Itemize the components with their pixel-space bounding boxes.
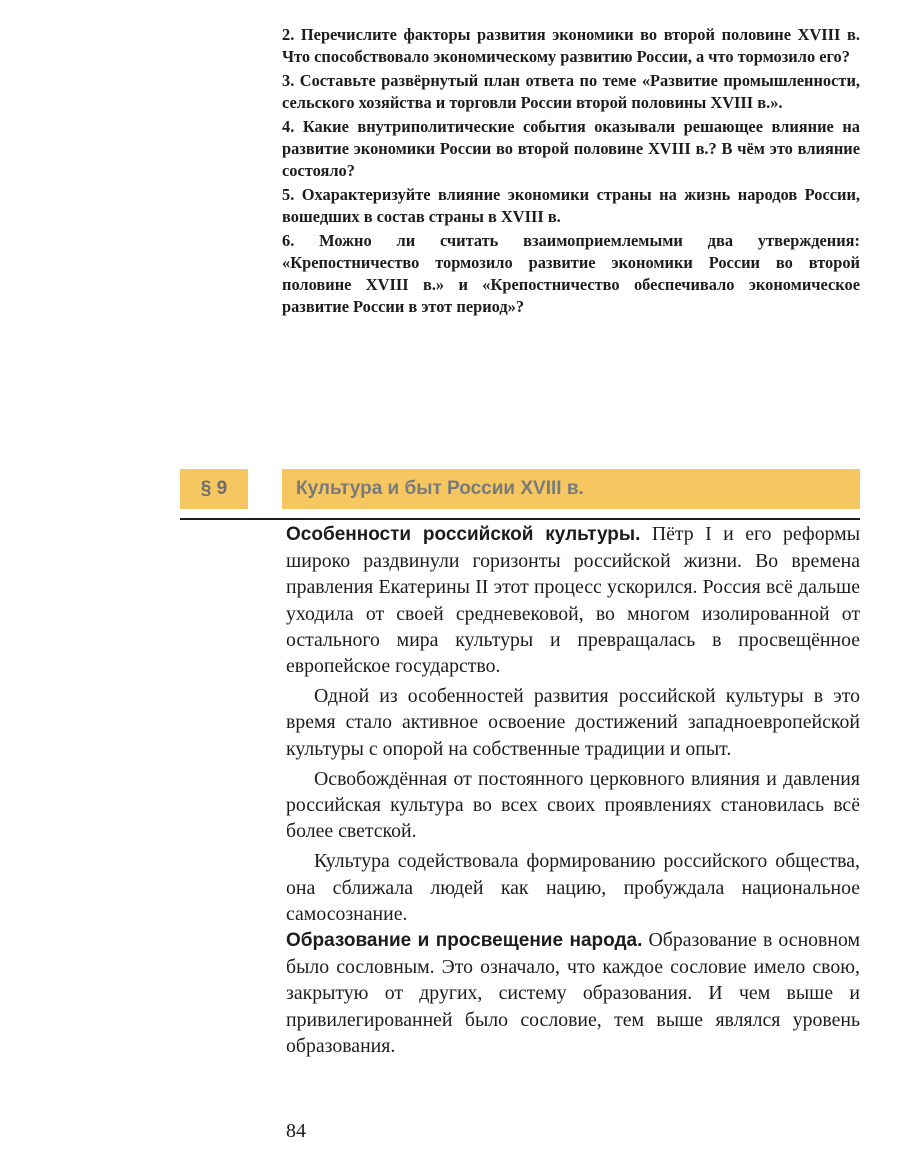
paragraph: Одной из особенностей развития российской культуры в это время стало активное освоение достижений западноевропейской культуры с опорой на собственные традиции и опыт.: [286, 685, 860, 760]
question-2: 2. Перечислите факторы развития экономики во второй половине XVIII в. Что способствовало экономическому развитию России, а что тормозило его?: [282, 25, 860, 66]
question-4: 4. Какие внутриполитические события оказывали решающее влияние на развитие экономики России во второй половине XVIII в.? В чём это влияние состояло?: [282, 117, 860, 180]
paragraph-culture-features: [286, 521, 860, 679]
paragraph: Освобождённая от постоянного церковного влияния и давления российская культура во всех своих проявлениях становилась всё более светской.: [286, 767, 860, 843]
section-body: [286, 521, 860, 1059]
section-divider: [180, 518, 860, 520]
section-number-badge: § 9: [180, 469, 248, 509]
section-title: Культура и быт России XVIII в.: [296, 478, 584, 499]
question-5: 5. Охарактеризуйте влияние экономики страны на жизнь народов России, вошедших в состав страны в XVIII в.: [282, 185, 860, 226]
paragraph-heading: Образование и просвещение народа.: [286, 930, 643, 952]
section-title-banner: [282, 469, 860, 509]
question-3: 3. Составьте развёрнутый план ответа по теме «Развитие промышленности, сельского хозяйства и торговли России второй половины XVIII в.».: [282, 71, 860, 112]
paragraph: Культура содействовала формированию российского общества, она сближала людей как нацию, пробуждала национальное самосознание.: [286, 850, 860, 925]
paragraph-heading: Особенности российской культуры.: [286, 524, 641, 545]
paragraph-education: [286, 927, 860, 1059]
paragraph-text: Образование в основном было сословным. Это означало, что каждое сословие имело свою, закрытую от других, систему образования. И чем выше и привилегированней было сословие, тем выше являлся уровень образования.: [286, 929, 860, 1057]
question-6: 6. Можно ли считать взаимоприемлемыми два утверждения: «Крепостничество тормозило развитие экономики России во второй половине XVIII в.» и «Крепостничество обеспечивало экономическое развитие России в этот период»?: [282, 231, 860, 316]
paragraph-text: Пётр I и его реформы широко раздвинули горизонты российской жизни. Во времена правления Екатерины II этот процесс ускорился. Россия всё дальше уходила от своей средневековой, во многом изолированной от остального мира культуры и превращалась в просвещённое европейское государство.: [286, 523, 860, 678]
page-number: 84: [286, 1120, 306, 1142]
review-questions: [282, 24, 860, 320]
